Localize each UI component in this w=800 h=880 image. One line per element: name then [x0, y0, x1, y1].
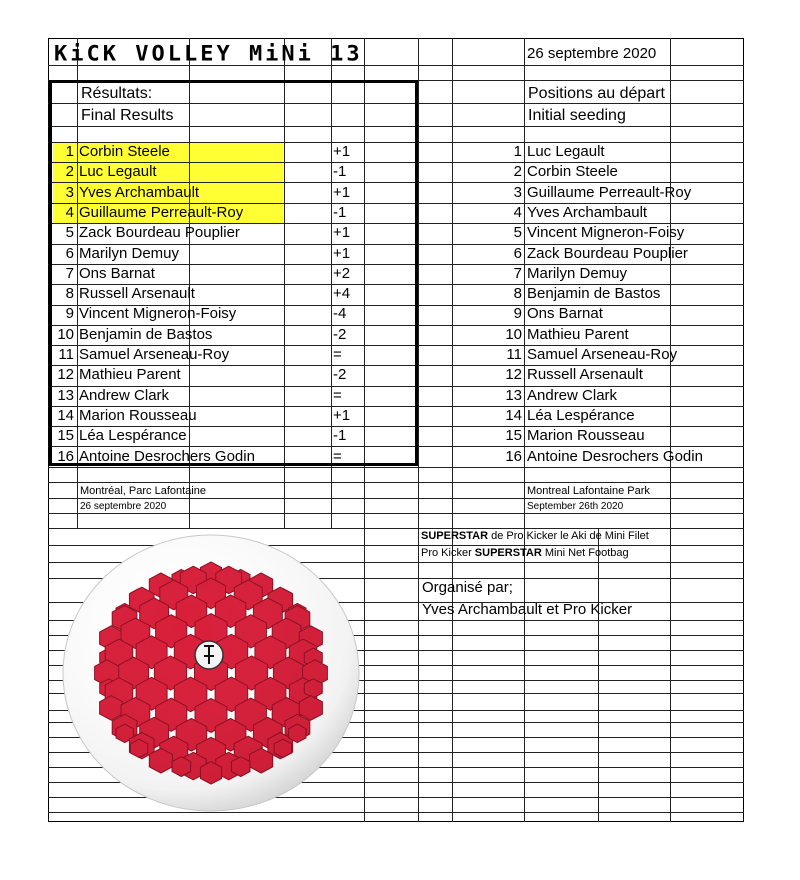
seed-player-name: Ons Barnat: [527, 305, 603, 322]
result-player-name: Yves Archambault: [79, 184, 200, 201]
results-heading-fr: Résultats:: [81, 85, 153, 102]
results-heading-en: Final Results: [81, 107, 174, 124]
result-player-name: Léa Lespérance: [79, 427, 187, 444]
seed-player-name: Corbin Steele: [527, 163, 618, 180]
result-rank: 10: [57, 326, 74, 343]
seed-rank: 14: [505, 407, 522, 424]
result-rank: 7: [65, 265, 74, 282]
result-position-change: +2: [333, 265, 351, 282]
seeding-heading-en: Initial seeding: [528, 107, 626, 124]
result-player-name: Andrew Clark: [79, 387, 170, 404]
result-player-name: Marion Rousseau: [79, 407, 197, 424]
result-position-change: +4: [333, 285, 351, 302]
seed-rank: 7: [513, 265, 522, 282]
result-position-change: -2: [333, 326, 347, 343]
seed-rank: 8: [513, 285, 522, 302]
result-position-change: -1: [333, 163, 347, 180]
seed-rank: 6: [513, 245, 522, 262]
result-rank: 15: [57, 427, 74, 444]
seed-rank: 13: [505, 387, 522, 404]
seed-player-name: Zack Bourdeau Pouplier: [527, 245, 688, 262]
location-en: Montreal Lafontaine Park: [527, 485, 650, 497]
seed-rank: 5: [513, 224, 522, 241]
seed-rank: 4: [513, 204, 522, 221]
result-player-name: Luc Legault: [79, 163, 157, 180]
location-fr-date: 26 septembre 2020: [80, 501, 167, 512]
seed-rank: 1: [513, 143, 522, 160]
seed-rank: 2: [513, 163, 522, 180]
result-rank: 4: [65, 204, 74, 221]
result-position-change: -2: [333, 366, 347, 383]
seed-player-name: Benjamin de Bastos: [527, 285, 661, 302]
footbag-image: [58, 532, 364, 814]
seed-player-name: Léa Lespérance: [527, 407, 635, 424]
result-player-name: Russell Arsenault: [79, 285, 195, 302]
sponsor-line-2: Pro Kicker SUPERSTAR Mini Net Footbag: [421, 547, 629, 559]
result-position-change: -1: [333, 204, 347, 221]
seed-rank: 12: [505, 366, 522, 383]
result-player-name: Marilyn Demuy: [79, 245, 180, 262]
seed-rank: 11: [506, 346, 522, 363]
organizers: Yves Archambault et Pro Kicker: [422, 601, 633, 618]
seed-rank: 9: [513, 305, 522, 322]
seed-player-name: Vincent Migneron-Foisy: [527, 224, 685, 241]
seed-player-name: Antoine Desrochers Godin: [527, 448, 703, 465]
result-rank: 13: [57, 387, 74, 404]
result-rank: 16: [57, 448, 74, 465]
result-rank: 2: [65, 163, 74, 180]
seed-rank: 15: [505, 427, 522, 444]
result-player-name: Vincent Migneron-Foisy: [79, 305, 237, 322]
result-player-name: Zack Bourdeau Pouplier: [79, 224, 240, 241]
event-date: 26 septembre 2020: [527, 45, 657, 62]
result-position-change: =: [333, 387, 342, 404]
location-en-date: September 26th 2020: [527, 501, 624, 512]
result-player-name: Ons Barnat: [79, 265, 155, 282]
seed-rank: 10: [505, 326, 522, 343]
seed-player-name: Marion Rousseau: [527, 427, 645, 444]
seed-player-name: Marilyn Demuy: [527, 265, 628, 282]
result-rank: 12: [57, 366, 74, 383]
result-rank: 5: [65, 224, 74, 241]
location-fr: Montréal, Parc Lafontaine: [80, 485, 206, 497]
result-position-change: +1: [333, 143, 351, 160]
seed-player-name: Andrew Clark: [527, 387, 618, 404]
result-position-change: +1: [333, 224, 351, 241]
result-position-change: -4: [333, 305, 347, 322]
result-rank: 6: [65, 245, 74, 262]
result-position-change: +1: [333, 245, 351, 262]
seed-rank: 16: [505, 448, 522, 465]
result-position-change: =: [333, 346, 342, 363]
result-player-name: Corbin Steele: [79, 143, 170, 160]
seed-player-name: Mathieu Parent: [527, 326, 629, 343]
result-player-name: Benjamin de Bastos: [79, 326, 213, 343]
organized-label: Organisé par;: [422, 579, 513, 596]
result-position-change: -1: [333, 427, 347, 444]
result-player-name: Mathieu Parent: [79, 366, 181, 383]
result-player-name: Samuel Arseneau-Roy: [79, 346, 230, 363]
result-position-change: +1: [333, 407, 351, 424]
result-rank: 3: [65, 184, 74, 201]
result-position-change: +1: [333, 184, 351, 201]
event-title: KiCK VOLLEY MiNi 13: [54, 42, 363, 67]
result-rank: 14: [57, 407, 74, 424]
seed-player-name: Guillaume Perreault-Roy: [527, 184, 692, 201]
result-rank: 8: [65, 285, 74, 302]
result-player-name: Antoine Desrochers Godin: [79, 448, 255, 465]
seed-player-name: Yves Archambault: [527, 204, 648, 221]
result-rank: 1: [65, 143, 74, 160]
seed-player-name: Russell Arsenault: [527, 366, 643, 383]
result-rank: 9: [65, 305, 74, 322]
seed-player-name: Samuel Arseneau-Roy: [527, 346, 678, 363]
seed-rank: 3: [513, 184, 522, 201]
result-rank: 11: [58, 346, 74, 363]
result-player-name: Guillaume Perreault-Roy: [79, 204, 244, 221]
sponsor-line-1: SUPERSTAR de Pro Kicker le Aki de Mini Filet: [421, 530, 649, 542]
seeding-heading-fr: Positions au départ: [528, 85, 665, 102]
seed-player-name: Luc Legault: [527, 143, 605, 160]
result-position-change: =: [333, 448, 342, 465]
